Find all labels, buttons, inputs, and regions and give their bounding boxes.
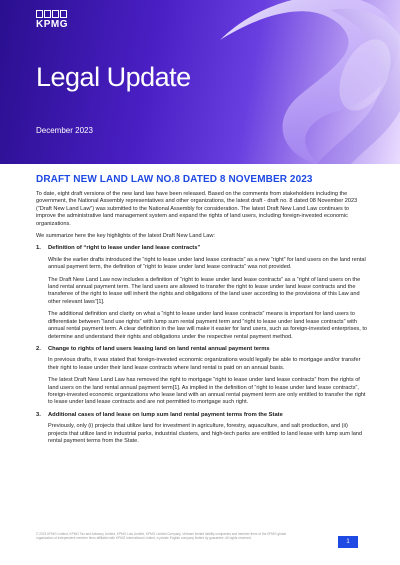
section-2-number: 2. <box>36 345 41 352</box>
summary-paragraph: We summarize here the key highlights of the latest Draft New Land Law: <box>36 233 215 240</box>
publication-date: December 2023 <box>36 126 93 135</box>
section-1-paragraph: The additional definition and clarity on what a “right to lease under land lease contracts” means is important for land users to differentiate between “land use rights” with lump sum rental payment term and “right to lease under land lease contracts” with annual rental payment term. A clear definition in the law will make it easier for land users, such as foreign-invested enterprises, to determine and understand their rights and obligations under the respective rental payment method. <box>48 311 368 340</box>
decorative-swirl-graphic <box>190 0 400 164</box>
section-1-paragraph: While the earlier drafts introduced the “right to lease under land lease contracts” as a new “right” for land users on the land rental annual payment term, the definition of “right to lease under land lease contracts” was not provided. <box>48 256 366 271</box>
section-3-heading <box>36 412 368 419</box>
section-2-title: Change to rights of land users leasing land on land rental annual payment terms <box>48 345 270 352</box>
footer-legal-text: © 2023 KPMG Limited, KPMG Tax and Advisory Limited, KPMG Law Limited, KPMG Limited Company, Vietnam limited liability companies and member firms of the KPMG global organization of independent member firms affiliated with KPMG International Limited, a private English company limited by guarantee. All rights reserved. <box>36 532 287 541</box>
section-2-paragraph: The latest Draft New Land Law has removed the right to mortgage “right to lease under land lease contracts” from the rights of land users on the land rental annual payment term[1]. As implied in the definition of “right to lease under land lease contracts”, foreign-invested economic organizations who lease land with an annual rental payment term are only entitled to transfer the right to lease under land lease contracts and are not permitted to mortgage such right. <box>48 377 366 406</box>
header-banner <box>0 0 400 164</box>
section-1-number: 1. <box>36 245 41 252</box>
kpmg-logo: KPMG <box>36 19 68 30</box>
section-2-heading <box>36 346 368 353</box>
section-3-paragraph: Previously, only (i) projects that utilize land for investment in agriculture, forestry, aquaculture, and salt production, and (ii) projects that utilize land in industrial parks, industrial clusters, and high-tech parks are entitled to land lease with lump sum land rental payment terms from the State. <box>48 423 363 444</box>
section-1-heading <box>36 245 368 252</box>
document-title: DRAFT NEW LAND LAW NO.8 DATED 8 NOVEMBER 2023 <box>36 174 313 185</box>
document-body <box>36 174 368 450</box>
publication-title: Legal Update <box>36 62 191 92</box>
section-2-paragraph: In previous drafts, it was stated that foreign-invested economic organizations would legally be able to mortgage and/or transfer their right to lease under their land lease contracts where land rental is paid on an annual basis. <box>48 357 361 371</box>
section-3-title: Additional cases of land lease on lump sum land rental payment terms from the State <box>48 411 283 418</box>
kpmg-logo-boxes <box>36 10 67 18</box>
page-number: 1 <box>338 536 358 548</box>
section-3-number: 3. <box>36 411 41 418</box>
intro-paragraph: To date, eight draft versions of the new land law have been released. Based on the comments from stakeholders including the government, the National Assembly representatives and other organizations, the latest draft - draft no. 8 dated 08 November 2023 (“Draft New Land Law”) was submitted to the National Assembly for consideration. The latest Draft New Land Law continues to improve the administrative land management system and expand the rights of land users, including foreign-invested economic organizations. <box>36 191 358 227</box>
section-1-paragraph: The Draft New Land Law now includes a definition of “right to lease under land lease contracts” as a “right of land users on the land rental annual payment term. The land users are allowed to transfer the right to lease under land lease contracts and the transferee of the right to lease will inherit the rights and obligations of the land user according to the provisions of this Law and other relevant laws”[1]. <box>48 276 361 305</box>
section-1-title: Definition of “right to lease under land lease contracts” <box>48 245 201 252</box>
